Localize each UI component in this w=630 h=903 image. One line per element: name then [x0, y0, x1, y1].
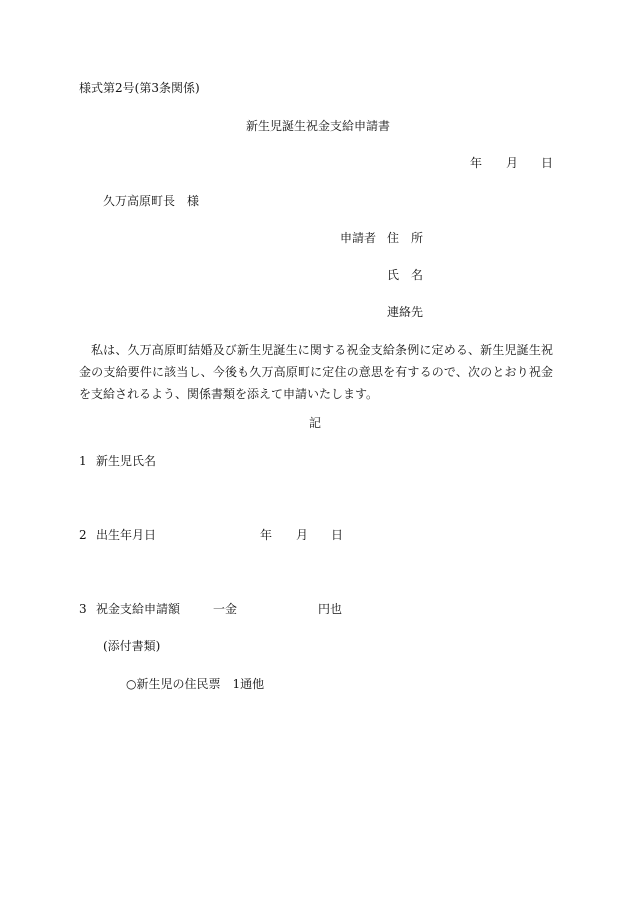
item3-number: 3	[79, 602, 87, 616]
attachments-heading: (添付書類)	[103, 639, 161, 653]
item2-number: 2	[79, 528, 87, 542]
attachment-item: ○新生児の住民票 1通他	[126, 677, 265, 691]
applicant-address-label: 住 所	[387, 231, 424, 245]
form-number: 様式第2号(第3条関係)	[79, 81, 200, 95]
ki-heading: 記	[309, 416, 322, 430]
applicant-label: 申請者	[340, 231, 377, 245]
item3-amount-prefix: 一金	[213, 602, 238, 616]
form-title: 新生児誕生祝金支給申請書	[246, 119, 391, 133]
applicant-name-label: 氏 名	[387, 268, 424, 282]
application-statement: 私は、久万高原町結婚及び新生児誕生に関する祝金支給条例に定める、新生児誕生祝金の支給要件に該当し、今後も久万高原町に定住の意思を有するので、次のとおり祝金を支給されるよう、関係書類を添えて申請いたします。	[79, 343, 553, 401]
date-day-label: 日	[541, 156, 554, 170]
item2-year-label: 年	[260, 528, 273, 542]
item3-amount-suffix: 円也	[318, 602, 343, 616]
item2-month-label: 月	[296, 528, 309, 542]
date-month-label: 月	[506, 156, 519, 170]
applicant-contact-label: 連絡先	[387, 305, 424, 319]
date-year-label: 年	[470, 156, 483, 170]
item1-number: 1	[79, 454, 87, 468]
item1-newborn-name-label: 新生児氏名	[96, 454, 157, 468]
item2-day-label: 日	[331, 528, 344, 542]
addressee: 久万高原町長 様	[103, 194, 200, 208]
item3-amount-label: 祝金支給申請額	[96, 602, 181, 616]
item2-birthdate-label: 出生年月日	[96, 528, 157, 542]
